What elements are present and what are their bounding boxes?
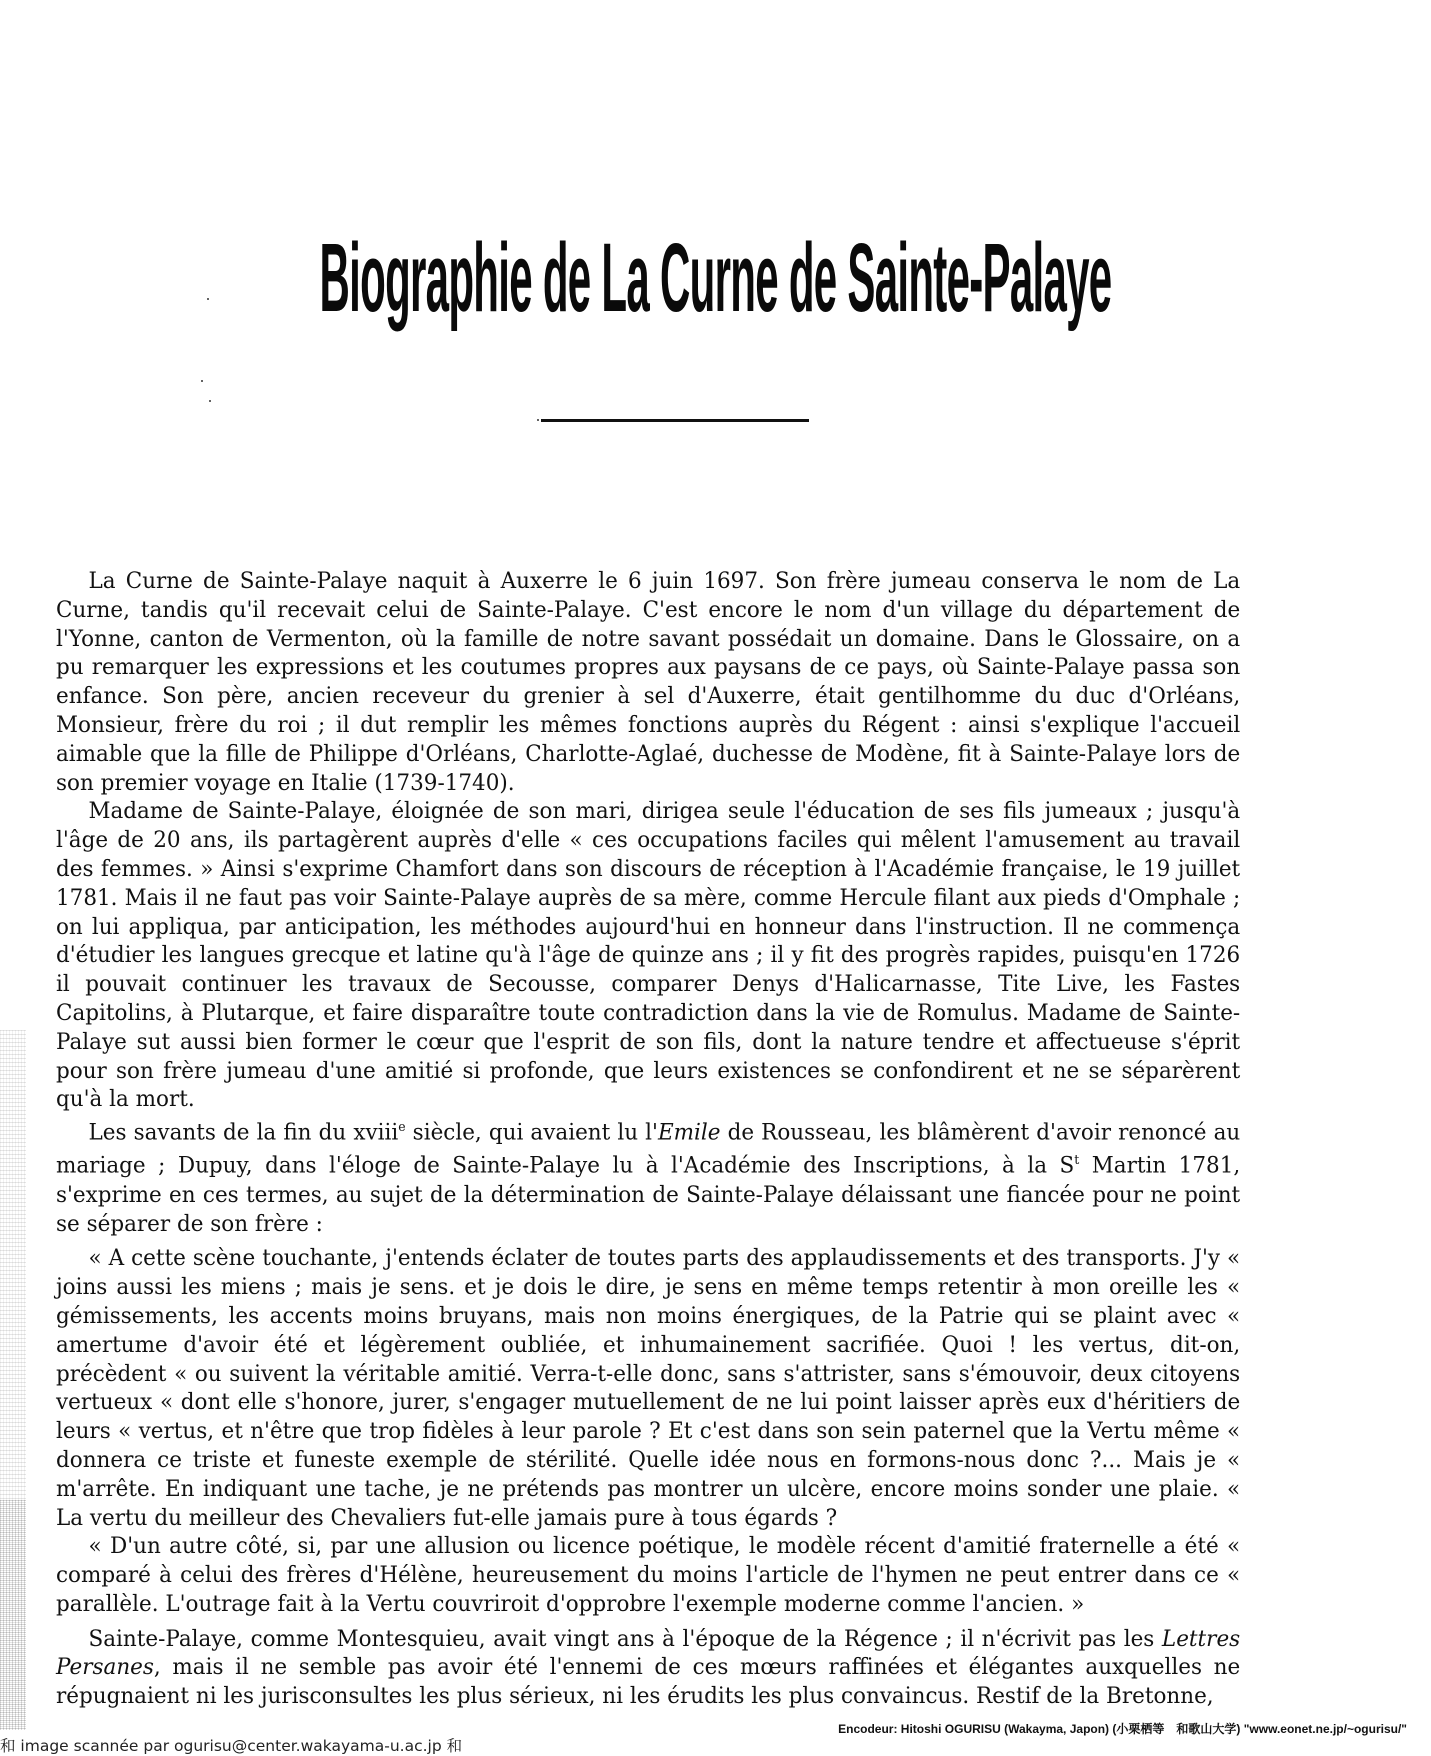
- quotation-1: « A cette scène touchante, j'entends éclater de toutes parts des applaudissements et des transports. J'y « joins aussi les miens ; mais je sens. et je dois le dire, je sens en même temps retentir à mon oreille les « gémissements, les accents moins bruyans, mais non moins énergiques, de la Patrie qui se plaint avec « amertume d'avoir été et légèrement oubliée, et inhumainement sacrifiée. Quoi ! les vertus, dit-on, précèdent « ou suivent la véritable amitié. Verra-t-elle donc, sans s'attrister, sans s'émouvoir, deux citoyens vertueux « dont elle s'honore, jurer, s'engager mutuellement de ne lui point laisser après eux d'héritiers de leurs « vertus, et n'être que trop fidèles à leur parole ? Et c'est dans son sein paternel que la Vertu même « donnera ce triste et funeste exemple de stérilité. Quelle idée nous en formons-nous donc ?... Mais je « m'arrête. En indiquant une tache, je ne prétends pas montrer un ulcère, encore moins sonder une plaie. « La vertu du meilleur des Chevaliers fut-elle jamais pure à tous égards ?: [56, 1245, 1241, 1531]
- encoder-credit: Encodeur: Hitoshi OGURISU (Wakayma, Japon) (小栗栖等 和歌山大学) "www.eonet.ne.jp/~ogurisu/": [838, 1722, 1407, 1736]
- paragraph-3-text-c: de Rousseau, les blâmèrent d'avoir renoncé au mariage ; Dupuy, dans l'éloge de Sainte-Palaye lu à l'Académie des Inscriptions, à la S: [56, 1119, 1241, 1179]
- quotation-2: « D'un autre côté, si, par une allusion ou licence poétique, le modèle récent d'amitié fraternelle a été « comparé à celui des frères d'Hélène, heureusement du moins l'article de l'hymen ne peut entrer dans ce « parallèle. L'outrage fait à la Vertu couvriroit d'opprobre l'exemple moderne comme l'ancien. »: [56, 1533, 1241, 1617]
- scan-credit: 和 image scannée par ogurisu@center.wakayama-u.ac.jp 和: [0, 1737, 463, 1755]
- paragraph-4-text-a: Sainte-Palaye, comme Montesquieu, avait vingt ans à l'époque de la Régence ; il n'écrivit pas les: [88, 1625, 1162, 1652]
- scan-speck: [201, 380, 203, 382]
- paragraph-3-sup-1: e: [398, 1120, 406, 1136]
- paragraph-4: [56, 1625, 1240, 1711]
- document-body: [56, 567, 1240, 1711]
- scan-speck: [537, 419, 539, 421]
- paragraph-4-italic-title: Lettres Persanes: [56, 1625, 1241, 1681]
- paragraph-3-text-a: Les savants de la fin du xviii: [88, 1119, 399, 1146]
- scan-speck: [209, 400, 211, 402]
- paragraph-3-text-b: siècle, qui avaient lu l': [405, 1119, 658, 1146]
- paragraph-3-text-d: Martin 1781, s'exprime en ces termes, au sujet de la détermination de Sainte-Palaye délaissant une fiancée pour ne point se séparer de son frère :: [56, 1152, 1241, 1237]
- paragraph-3-italic-title: Emile: [657, 1119, 721, 1146]
- page-title: Biographie de La Curne de Sainte-Palaye: [319, 223, 1112, 333]
- paragraph-3-sup-2: t: [1074, 1153, 1080, 1169]
- paragraph-2: Madame de Sainte-Palaye, éloignée de son mari, dirigea seule l'éducation de ses fils jumeaux ; jusqu'à l'âge de 20 ans, ils partagèrent auprès d'elle « ces occupations faciles qui mêlent l'amusement au travail des femmes. » Ainsi s'exprime Chamfort dans son discours de réception à l'Académie française, le 19 juillet 1781. Mais il ne faut pas voir Sainte-Palaye auprès de sa mère, comme Hercule filant aux pieds d'Omphale ; on lui appliqua, par anticipation, les méthodes aujourd'hui en honneur dans l'instruction. Il ne commença d'étudier les langues grecque et latine qu'à l'âge de quinze ans ; il y fit des progrès rapides, puisqu'en 1726 il pouvait continuer les travaux de Secousse, comparer Denys d'Halicarnasse, Tite Live, les Fastes Capitolins, à Plutarque, et faire disparaître toute contradiction dans la vie de Romulus. Madame de Sainte-Palaye sut aussi bien former le cœur que l'esprit de son fils, dont la nature tendre et affectueuse s'éprit pour son frère jumeau d'une amitié si profonde, que leurs existences se confondirent et ne se séparèrent qu'à la mort.: [56, 798, 1241, 1113]
- paragraph-4-text-b: , mais il ne semble pas avoir été l'ennemi de ces mœurs raffinées et élégantes auxquelles ne répugnaient ni les jurisconsultes les plus sérieux, ni les érudits les plus convaincus. Restif de la Bretonne,: [56, 1654, 1241, 1710]
- paragraph-3: [56, 1114, 1240, 1238]
- paragraph-1: La Curne de Sainte-Palaye naquit à Auxerre le 6 juin 1697. Son frère jumeau conserva le nom de La Curne, tandis qu'il recevait celui de Sainte-Palaye. C'est encore le nom d'un village du département de l'Yonne, canton de Vermenton, où la famille de notre savant possédait un domaine. Dans le Glossaire, on a pu remarquer les expressions et les coutumes propres aux paysans de ce pays, où Sainte-Palaye passa son enfance. Son père, ancien receveur du grenier à sel d'Auxerre, était gentilhomme du duc d'Orléans, Monsieur, frère du roi ; il dut remplir les mêmes fonctions auprès du Régent : ainsi s'explique l'accueil aimable que la fille de Philippe d'Orléans, Charlotte-Aglaé, duchesse de Modène, fit à Sainte-Palaye lors de son premier voyage en Italie (1739-1740).: [56, 568, 1241, 796]
- scan-margin-noise-dense: [0, 1500, 26, 1730]
- scan-speck: [207, 298, 209, 300]
- title-divider-rule: [541, 419, 809, 422]
